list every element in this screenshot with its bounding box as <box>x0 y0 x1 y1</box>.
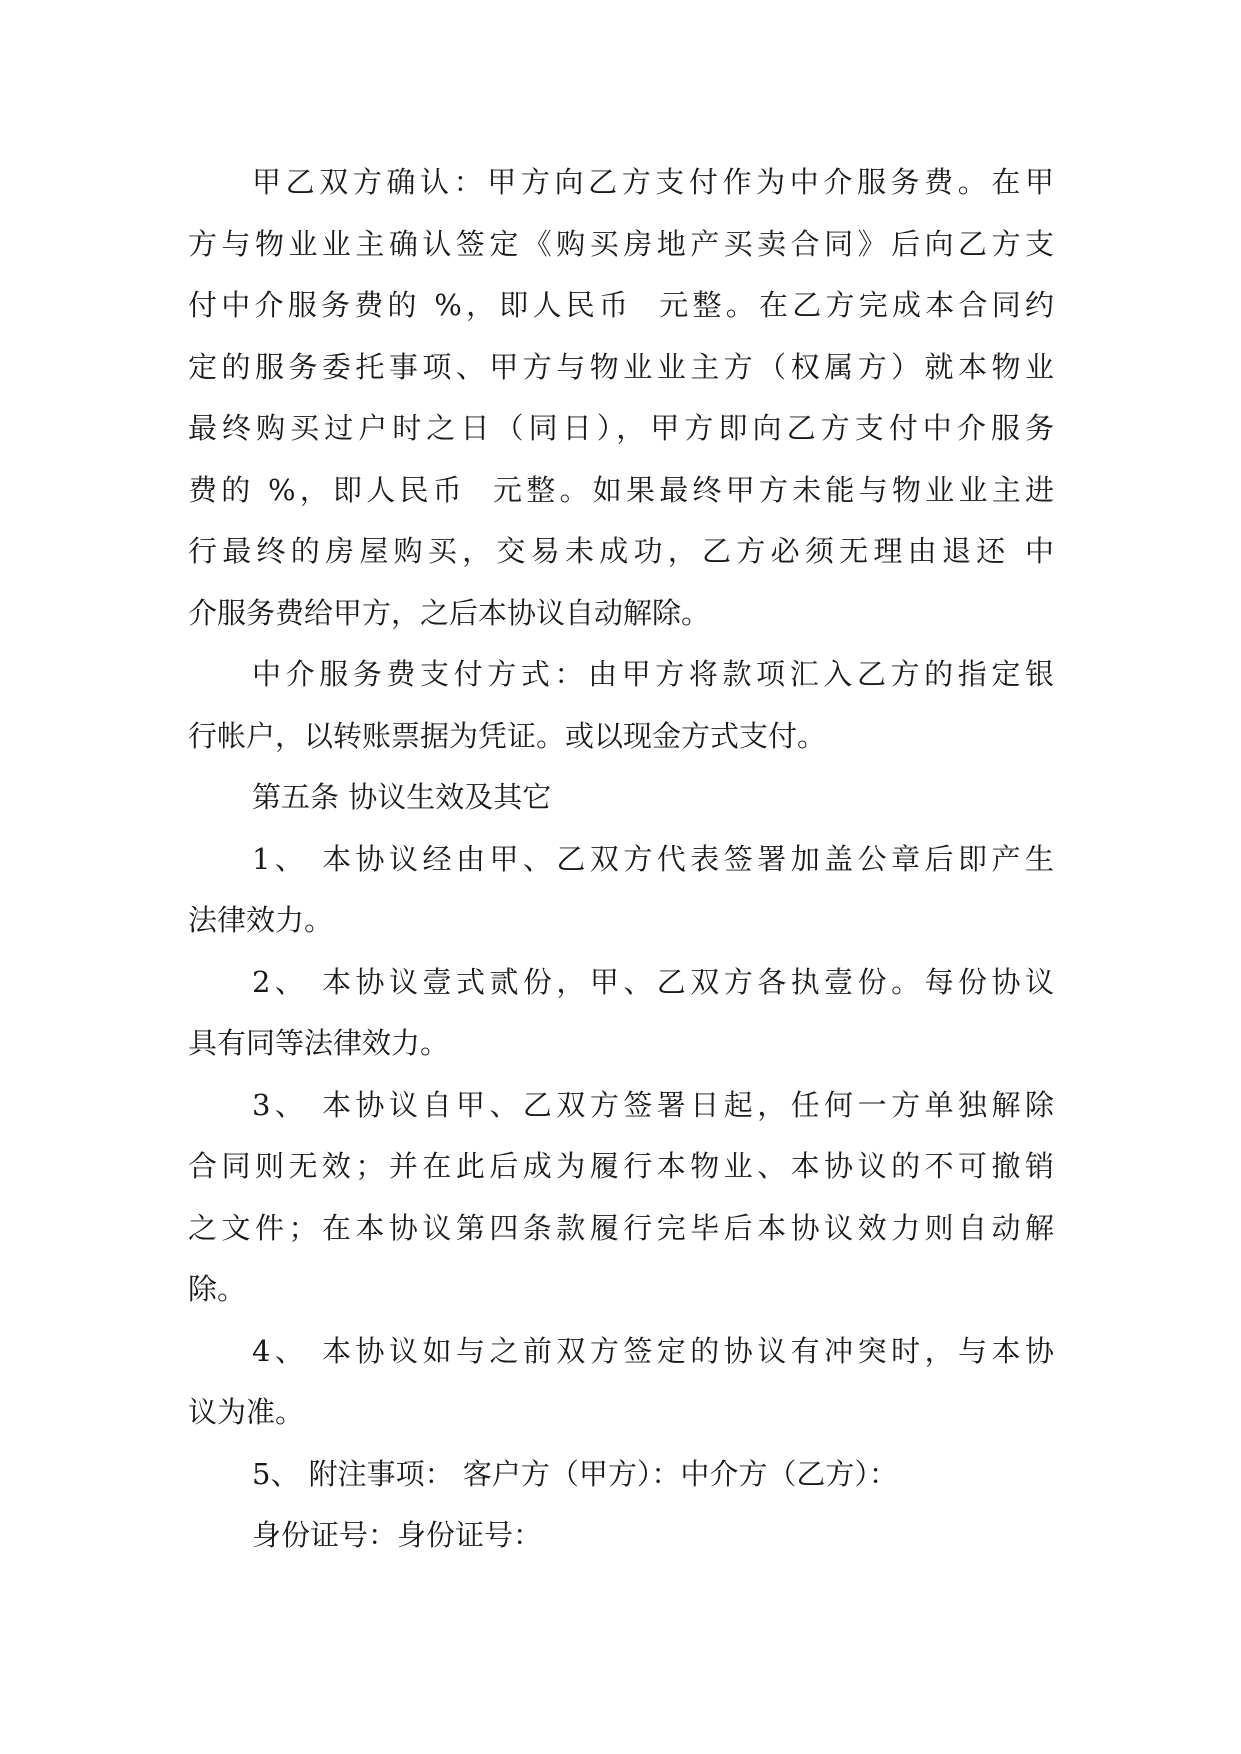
paragraph-line: 行最终的房屋购买，交易未成功，乙方必须无理由退还 中 <box>188 534 1054 568</box>
section-heading: 第五条 协议生效及其它 <box>252 780 552 814</box>
paragraph-line: 付中介服务费的 %，即人民币 元整。在乙方完成本合同约 <box>188 288 1054 322</box>
clause-line: 之文件；在本协议第四条款履行完毕后本协议效力则自动解 <box>188 1210 1054 1245</box>
id-number-line: 身份证号：身份证号： <box>252 1518 543 1552</box>
paragraph-line: 方与物业业主确认签定《购买房地产买卖合同》后向乙方支 <box>188 226 1054 261</box>
paragraph-line: 中介服务费支付方式：由甲方将款项汇入乙方的指定银 <box>252 657 1054 691</box>
paragraph-line: 甲乙双方确认：甲方向乙方支付作为中介服务费。在甲 <box>252 165 1054 199</box>
paragraph-line: 行帐户，以转账票据为凭证。或以现金方式支付。 <box>188 718 827 753</box>
clause-line: 5、 附注事项： 客户方（甲方）：中介方（乙方）： <box>252 1456 898 1491</box>
clause-line: 2、 本协议壹式贰份，甲、乙双方各执壹份。每份协议 <box>252 964 1054 999</box>
paragraph-line: 定的服务委托事项、甲方与物业业主方（权属方）就本物业 <box>188 349 1054 384</box>
paragraph-line: 介服务费给甲方，之后本协议自动解除。 <box>188 595 711 630</box>
paragraph-line: 费的 %，即人民币 元整。如果最终甲方未能与物业业主进 <box>188 472 1054 507</box>
clause-line: 3、 本协议自甲、乙双方签署日起，任何一方单独解除 <box>252 1087 1054 1122</box>
clause-line: 4、 本协议如与之前双方签定的协议有冲突时，与本协 <box>252 1333 1054 1368</box>
clause-line: 议为准。 <box>188 1395 305 1429</box>
document-body <box>188 152 1054 1567</box>
paragraph-line: 最终购买过户时之日（同日），甲方即向乙方支付中介服务 <box>188 411 1054 445</box>
clause-line: 除。 <box>188 1272 247 1306</box>
clause-line: 合同则无效；并在此后成为履行本物业、本协议的不可撤销 <box>188 1149 1054 1183</box>
clause-line: 法律效力。 <box>188 903 334 937</box>
clause-line: 具有同等法律效力。 <box>188 1026 450 1060</box>
clause-line: 1、 本协议经由甲、乙双方代表签署加盖公章后即产生 <box>252 841 1054 876</box>
